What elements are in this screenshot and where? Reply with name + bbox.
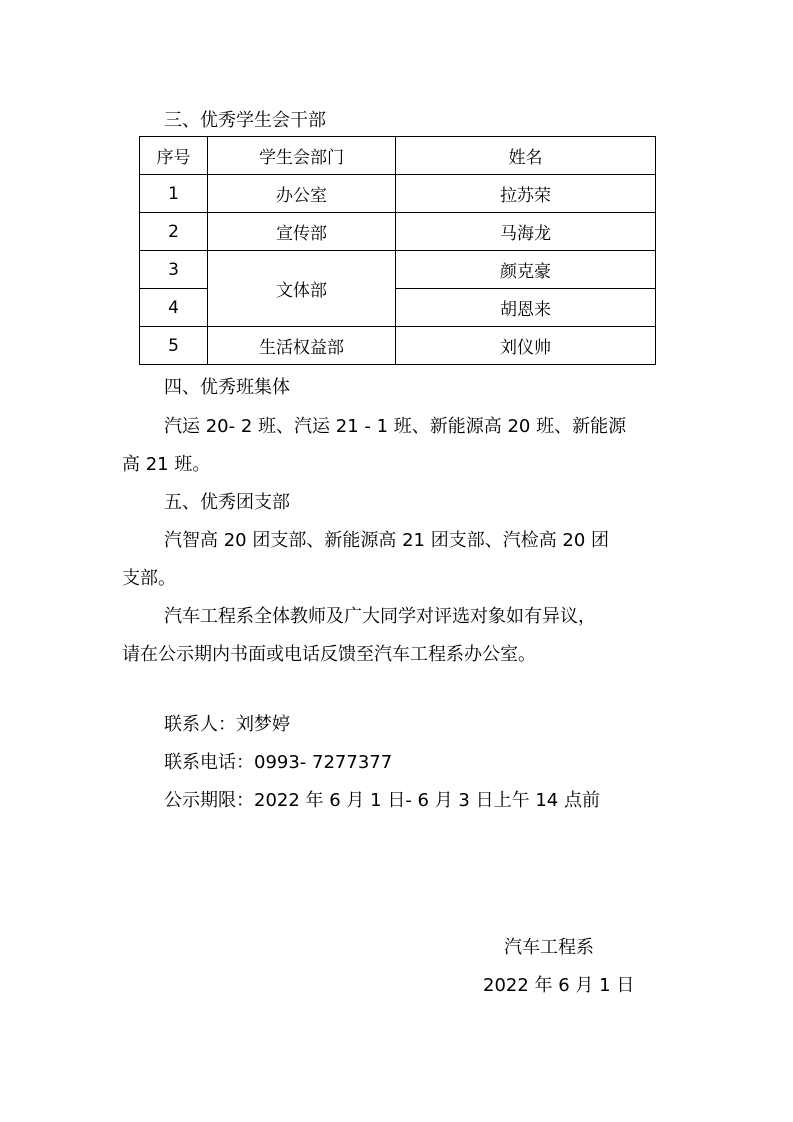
cell-name: 马海龙: [396, 213, 656, 251]
cell-name: 颜克豪: [396, 251, 656, 289]
cell-dept: 文体部: [208, 251, 396, 327]
table-header-row: [140, 137, 656, 175]
section5-line-2: 支部。: [122, 568, 176, 589]
cell-dept: 办公室: [208, 175, 396, 213]
signature-date: 2022 年 6 月 1 日: [483, 975, 635, 996]
contact-person: 联系人：刘梦婷: [164, 714, 290, 735]
cell-no: 2: [140, 213, 208, 251]
cell-dept: 生活权益部: [208, 327, 396, 365]
header-no: 序号: [140, 137, 208, 175]
cell-dept: 宣传部: [208, 213, 396, 251]
table-row: [140, 251, 656, 289]
section5-line-1: 汽智高 20 团支部、新能源高 21 团支部、汽检高 20 团: [164, 530, 610, 551]
cell-no: 1: [140, 175, 208, 213]
header-name: 姓名: [396, 137, 656, 175]
cadres-table: [139, 136, 656, 365]
section4-heading: 四、优秀班集体: [164, 377, 290, 398]
cell-name: 刘仪帅: [396, 327, 656, 365]
section4-line-2: 高 21 班。: [122, 454, 211, 475]
cell-no: 4: [140, 289, 208, 327]
notice-line-1: 汽车工程系全体教师及广大同学对评选对象如有异议，: [164, 606, 596, 627]
notice-line-2: 请在公示期内书面或电话反馈至汽车工程系办公室。: [122, 644, 536, 665]
table-row: [140, 327, 656, 365]
section3-heading: 三、优秀学生会干部: [164, 110, 326, 131]
cell-name: 胡恩来: [396, 289, 656, 327]
contact-phone: 联系电话：0993- 7277377: [164, 752, 393, 773]
contact-period: 公示期限：2022 年 6 月 1 日- 6 月 3 日上午 14 点前: [164, 790, 600, 811]
header-dept: 学生会部门: [208, 137, 396, 175]
table-row: [140, 213, 656, 251]
section5-heading: 五、优秀团支部: [164, 492, 290, 513]
table-row: [140, 175, 656, 213]
cell-no: 5: [140, 327, 208, 365]
signature-org: 汽车工程系: [504, 937, 594, 958]
section4-line-1: 汽运 20- 2 班、汽运 21 - 1 班、新能源高 20 班、新能源: [164, 416, 627, 437]
cell-no: 3: [140, 251, 208, 289]
cell-name: 拉苏荣: [396, 175, 656, 213]
